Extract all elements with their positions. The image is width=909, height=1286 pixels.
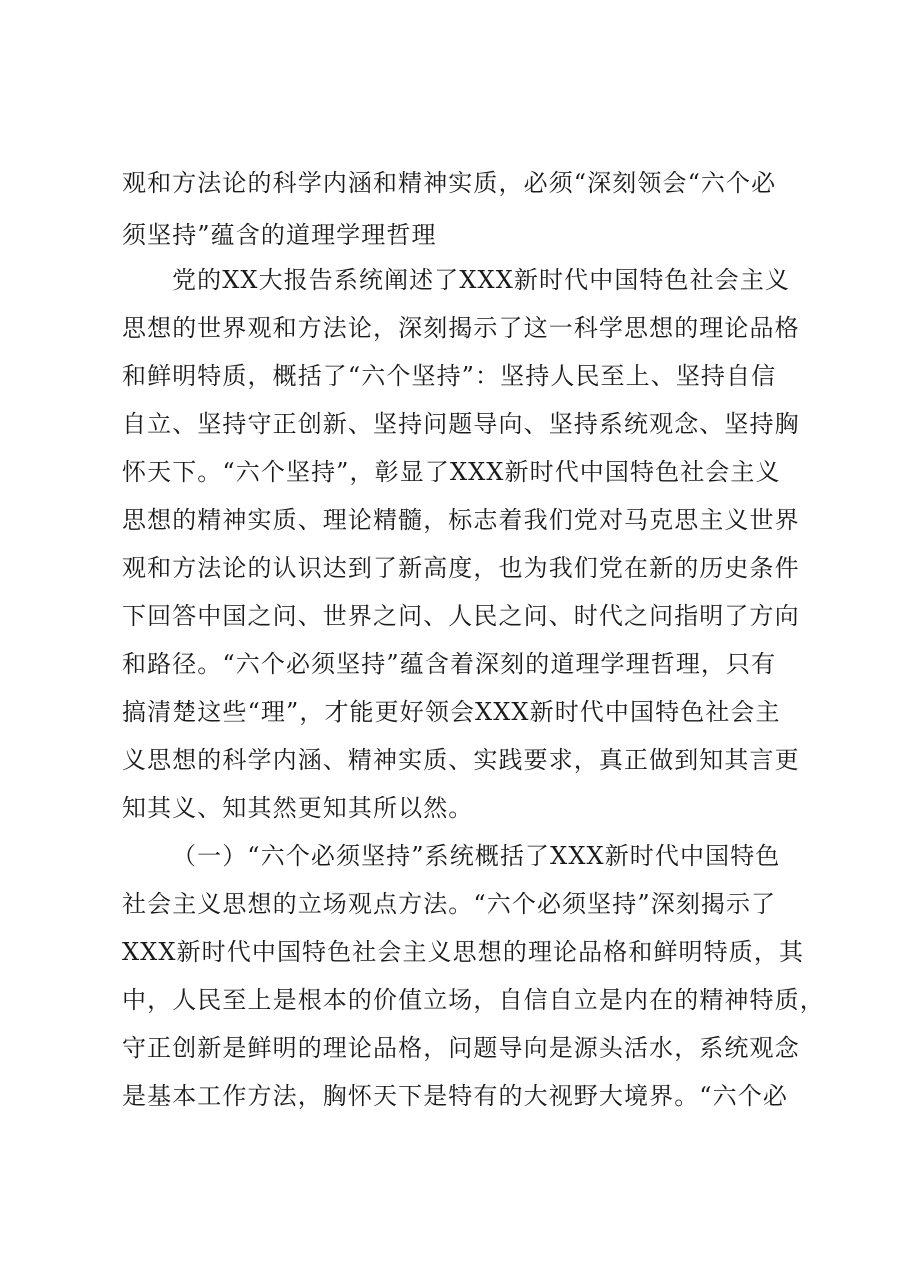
text-line: 须坚持”蕴含的道理学理哲理 xyxy=(122,221,437,249)
text-line: 和鲜明特质，概括了“六个坚持”：坚持人民至上、坚持自信 xyxy=(122,362,777,390)
text-line: 知其义、知其然更知其所以然。 xyxy=(122,794,474,822)
text-line: 和路径。“六个必须坚持”蕴含着深刻的道理学理哲理，只有 xyxy=(122,650,777,678)
text-line: 中，人民至上是根本的价值立场，自信自立是内在的精神特质， xyxy=(122,986,825,1014)
text-line: 搞清楚这些“理”，才能更好领会XXX新时代中国特色社会主 xyxy=(122,698,781,726)
text-line: 观和方法论的认识达到了新高度，也为我们党在新的历史条件 xyxy=(122,554,800,582)
text-line: 是基本工作方法，胸怀天下是特有的大视野大境界。“六个必 xyxy=(122,1082,788,1110)
text-line: 守正创新是鲜明的理论品格，问题导向是源头活水，系统观念 xyxy=(122,1034,800,1062)
text-line: 社会主义思想的立场观点方法。“六个必须坚持”深刻揭示了 xyxy=(122,890,777,918)
text-line: 义思想的科学内涵、精神实质、实践要求，真正做到知其言更 xyxy=(122,746,800,774)
text-line: 自立、坚持守正创新、坚持问题导向、坚持系统观念、坚持胸 xyxy=(122,410,800,438)
text-line: 思想的精神实质、理论精髓，标志着我们党对马克思主义世界 xyxy=(122,506,800,534)
text-line: 下回答中国之问、世界之问、人民之问、时代之问指明了方向 xyxy=(122,602,800,630)
section-heading-line: （一）“六个必须坚持”系统概括了XXX新时代中国特色 xyxy=(172,842,781,870)
paragraph-first-line: 党的XX大报告系统阐述了XXX新时代中国特色社会主义 xyxy=(172,266,791,294)
text-line: XXX新时代中国特色社会主义思想的理论品格和鲜明特质，其 xyxy=(122,938,805,966)
text-line: 观和方法论的科学内涵和精神实质，必须“深刻领会“六个必 xyxy=(122,169,777,197)
text-line: 怀天下。“六个坚持”，彰显了XXX新时代中国特色社会主义 xyxy=(122,458,781,486)
text-line: 思想的世界观和方法论，深刻揭示了这一科学思想的理论品格 xyxy=(122,314,800,342)
